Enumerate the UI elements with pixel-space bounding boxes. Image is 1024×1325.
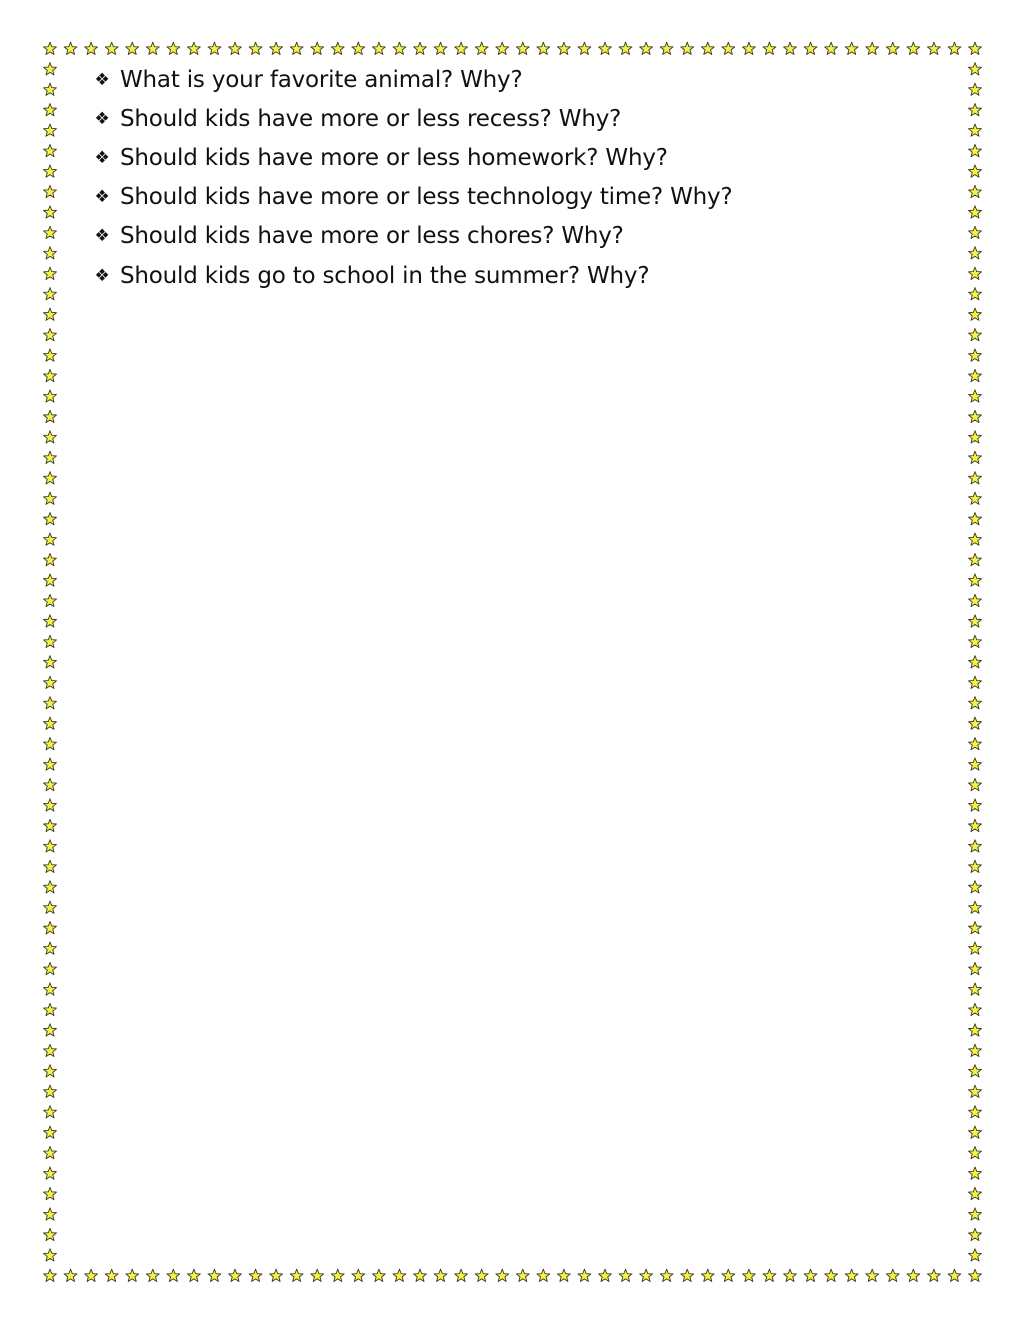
- list-item: [92, 178, 732, 217]
- star-icon: [640, 42, 653, 54]
- star-icon: [44, 1167, 57, 1179]
- star-icon: [866, 42, 879, 54]
- list-item: [92, 138, 732, 177]
- star-icon: [804, 42, 817, 54]
- four-diamond-bullet-icon: ❖: [94, 187, 110, 208]
- star-icon: [167, 1269, 180, 1281]
- star-icon: [44, 144, 57, 156]
- star-icon: [44, 1249, 57, 1261]
- four-diamond-bullet-icon: ❖: [94, 108, 110, 129]
- star-icon: [229, 42, 242, 54]
- star-icon: [537, 42, 550, 54]
- star-icon: [352, 1269, 365, 1281]
- star-icon: [44, 185, 57, 197]
- star-icon: [969, 104, 982, 116]
- star-icon: [537, 1269, 550, 1281]
- star-icon: [331, 42, 344, 54]
- star-icon: [44, 799, 57, 811]
- star-icon: [969, 185, 982, 197]
- star-icon: [763, 42, 776, 54]
- star-icon: [290, 1269, 303, 1281]
- star-icon: [969, 1065, 982, 1077]
- star-icon: [969, 553, 982, 565]
- star-icon: [44, 1126, 57, 1138]
- star-icon: [969, 1187, 982, 1199]
- star-icon: [845, 42, 858, 54]
- star-icon: [44, 267, 57, 279]
- star-icon: [969, 513, 982, 525]
- star-icon: [557, 42, 570, 54]
- star-icon: [969, 206, 982, 218]
- star-icon: [599, 42, 612, 54]
- star-icon: [969, 1003, 982, 1015]
- star-icon: [352, 42, 365, 54]
- star-icon: [44, 962, 57, 974]
- star-icon: [599, 1269, 612, 1281]
- star-icon: [44, 206, 57, 218]
- star-icon: [969, 922, 982, 934]
- star-icon: [969, 492, 982, 504]
- star-icon: [44, 1187, 57, 1199]
- star-icon: [969, 840, 982, 852]
- star-icon: [44, 124, 57, 136]
- star-icon: [701, 42, 714, 54]
- star-icon: [44, 942, 57, 954]
- star-icon: [270, 1269, 283, 1281]
- prompt-text: Should kids have more or less chores? Why?: [120, 223, 624, 250]
- star-icon: [969, 697, 982, 709]
- star-icon: [105, 1269, 118, 1281]
- star-icon: [44, 533, 57, 545]
- star-icon: [948, 1269, 961, 1281]
- star-icon: [44, 922, 57, 934]
- star-icon: [969, 1085, 982, 1097]
- star-icon: [44, 1065, 57, 1077]
- star-icon: [660, 42, 673, 54]
- star-icon: [969, 983, 982, 995]
- star-icon: [311, 1269, 324, 1281]
- star-icon: [44, 1269, 57, 1281]
- star-icon: [187, 1269, 200, 1281]
- star-icon: [969, 1249, 982, 1261]
- star-icon: [44, 676, 57, 688]
- star-icon: [44, 574, 57, 586]
- star-icon: [969, 758, 982, 770]
- star-icon: [44, 881, 57, 893]
- star-icon: [969, 799, 982, 811]
- prompt-list: [92, 60, 732, 295]
- star-icon: [969, 165, 982, 177]
- star-icon: [825, 1269, 838, 1281]
- star-icon: [557, 1269, 570, 1281]
- star-icon: [44, 1228, 57, 1240]
- star-icon: [44, 308, 57, 320]
- star-icon: [167, 42, 180, 54]
- star-icon: [393, 42, 406, 54]
- star-icon: [619, 1269, 632, 1281]
- star-icon: [44, 1044, 57, 1056]
- star-icon: [969, 144, 982, 156]
- star-icon: [825, 42, 838, 54]
- star-icon: [619, 42, 632, 54]
- star-icon: [85, 1269, 98, 1281]
- star-icon: [44, 42, 57, 54]
- star-icon: [660, 1269, 673, 1281]
- star-icon: [742, 42, 755, 54]
- star-icon: [146, 1269, 159, 1281]
- star-icon: [969, 656, 982, 668]
- star-icon: [126, 1269, 139, 1281]
- star-icon: [44, 451, 57, 463]
- star-icon: [969, 329, 982, 341]
- four-diamond-bullet-icon: ❖: [94, 265, 110, 286]
- star-icon: [187, 42, 200, 54]
- star-icon: [516, 1269, 529, 1281]
- star-icon: [742, 1269, 755, 1281]
- star-icon: [455, 42, 468, 54]
- star-icon: [640, 1269, 653, 1281]
- star-icon: [681, 42, 694, 54]
- star-icon: [701, 1269, 714, 1281]
- prompt-text: Should kids go to school in the summer? Why?: [120, 262, 650, 289]
- star-icon: [969, 635, 982, 647]
- star-icon: [44, 513, 57, 525]
- star-icon: [44, 63, 57, 75]
- star-icon: [208, 1269, 221, 1281]
- four-diamond-bullet-icon: ❖: [94, 69, 110, 90]
- star-icon: [44, 472, 57, 484]
- star-icon: [969, 533, 982, 545]
- star-icon: [969, 942, 982, 954]
- star-icon: [44, 901, 57, 913]
- star-icon: [969, 472, 982, 484]
- star-icon: [44, 656, 57, 668]
- star-icon: [969, 594, 982, 606]
- star-icon: [64, 1269, 77, 1281]
- star-icon: [969, 717, 982, 729]
- star-icon: [434, 1269, 447, 1281]
- star-icon: [969, 431, 982, 443]
- star-icon: [969, 1044, 982, 1056]
- star-icon: [886, 1269, 899, 1281]
- star-icon: [969, 1126, 982, 1138]
- star-icon: [44, 819, 57, 831]
- star-icon: [845, 1269, 858, 1281]
- list-item: [92, 217, 732, 256]
- star-icon: [393, 1269, 406, 1281]
- star-icon: [44, 247, 57, 259]
- star-icon: [475, 42, 488, 54]
- star-icon: [44, 369, 57, 381]
- star-icon: [886, 42, 899, 54]
- star-icon: [784, 42, 797, 54]
- star-icon: [969, 124, 982, 136]
- star-icon: [969, 349, 982, 361]
- star-icon: [578, 1269, 591, 1281]
- star-icon: [927, 42, 940, 54]
- star-icon: [44, 226, 57, 238]
- star-icon: [44, 410, 57, 422]
- star-icon: [578, 42, 591, 54]
- star-icon: [516, 42, 529, 54]
- star-icon: [44, 778, 57, 790]
- star-icon: [969, 1269, 982, 1281]
- four-diamond-bullet-icon: ❖: [94, 147, 110, 168]
- star-icon: [969, 860, 982, 872]
- list-item: [92, 99, 732, 138]
- star-icon: [969, 226, 982, 238]
- star-icon: [44, 431, 57, 443]
- star-icon: [866, 1269, 879, 1281]
- star-icon: [44, 983, 57, 995]
- star-icon: [44, 83, 57, 95]
- star-icon: [722, 42, 735, 54]
- star-icon: [44, 1208, 57, 1220]
- star-icon: [763, 1269, 776, 1281]
- star-icon: [927, 1269, 940, 1281]
- star-icon: [969, 574, 982, 586]
- star-icon: [44, 349, 57, 361]
- star-icon: [290, 42, 303, 54]
- prompt-text: Should kids have more or less recess? Why?: [120, 105, 622, 132]
- star-icon: [44, 553, 57, 565]
- star-icon: [44, 594, 57, 606]
- star-icon: [44, 635, 57, 647]
- star-icon: [969, 410, 982, 422]
- star-icon: [907, 42, 920, 54]
- star-icon: [969, 83, 982, 95]
- star-icon: [969, 451, 982, 463]
- star-icon: [434, 42, 447, 54]
- star-icon: [44, 165, 57, 177]
- star-icon: [969, 615, 982, 627]
- star-icon: [126, 42, 139, 54]
- star-icon: [969, 247, 982, 259]
- star-icon: [208, 42, 221, 54]
- star-icon: [414, 42, 427, 54]
- star-icon: [496, 42, 509, 54]
- star-icon: [969, 63, 982, 75]
- star-icon: [969, 1228, 982, 1240]
- star-icon: [969, 1024, 982, 1036]
- star-icon: [44, 758, 57, 770]
- star-icon: [722, 1269, 735, 1281]
- star-icon: [414, 1269, 427, 1281]
- list-item: [92, 60, 732, 99]
- star-icon: [804, 1269, 817, 1281]
- star-icon: [64, 42, 77, 54]
- star-icon: [969, 267, 982, 279]
- star-icon: [249, 1269, 262, 1281]
- star-icon: [146, 42, 159, 54]
- star-icon: [44, 717, 57, 729]
- star-icon: [969, 288, 982, 300]
- star-icon: [969, 901, 982, 913]
- star-icon: [969, 369, 982, 381]
- star-icon: [496, 1269, 509, 1281]
- star-icon: [969, 738, 982, 750]
- list-item: [92, 256, 732, 295]
- star-icon: [44, 615, 57, 627]
- star-icon: [105, 42, 118, 54]
- star-icon: [44, 1024, 57, 1036]
- star-icon: [44, 1085, 57, 1097]
- star-icon: [969, 390, 982, 402]
- star-icon: [311, 42, 324, 54]
- four-diamond-bullet-icon: ❖: [94, 226, 110, 247]
- prompt-text: Should kids have more or less homework? Why?: [120, 144, 668, 171]
- star-icon: [969, 1106, 982, 1118]
- star-icon: [784, 1269, 797, 1281]
- star-icon: [44, 288, 57, 300]
- star-icon: [44, 329, 57, 341]
- star-icon: [270, 42, 283, 54]
- star-icon: [44, 860, 57, 872]
- star-icon: [969, 881, 982, 893]
- star-icon: [475, 1269, 488, 1281]
- star-icon: [372, 42, 385, 54]
- star-icon: [969, 1208, 982, 1220]
- star-icon: [455, 1269, 468, 1281]
- star-icon: [44, 738, 57, 750]
- star-icon: [681, 1269, 694, 1281]
- star-icon: [44, 1106, 57, 1118]
- star-icon: [948, 42, 961, 54]
- star-icon: [969, 1167, 982, 1179]
- prompt-text: What is your favorite animal? Why?: [120, 66, 523, 93]
- star-icon: [44, 840, 57, 852]
- star-icon: [249, 42, 262, 54]
- star-icon: [969, 676, 982, 688]
- star-icon: [969, 962, 982, 974]
- star-icon: [969, 1147, 982, 1159]
- star-icon: [969, 308, 982, 320]
- star-icon: [44, 697, 57, 709]
- star-icon: [44, 390, 57, 402]
- star-icon: [969, 819, 982, 831]
- star-icon: [331, 1269, 344, 1281]
- star-icon: [44, 492, 57, 504]
- star-icon: [969, 778, 982, 790]
- star-icon: [969, 42, 982, 54]
- star-icon: [372, 1269, 385, 1281]
- star-icon: [907, 1269, 920, 1281]
- prompt-text: Should kids have more or less technology time? Why?: [120, 184, 733, 211]
- star-icon: [85, 42, 98, 54]
- star-icon: [229, 1269, 242, 1281]
- star-icon: [44, 1147, 57, 1159]
- star-icon: [44, 104, 57, 116]
- star-icon: [44, 1003, 57, 1015]
